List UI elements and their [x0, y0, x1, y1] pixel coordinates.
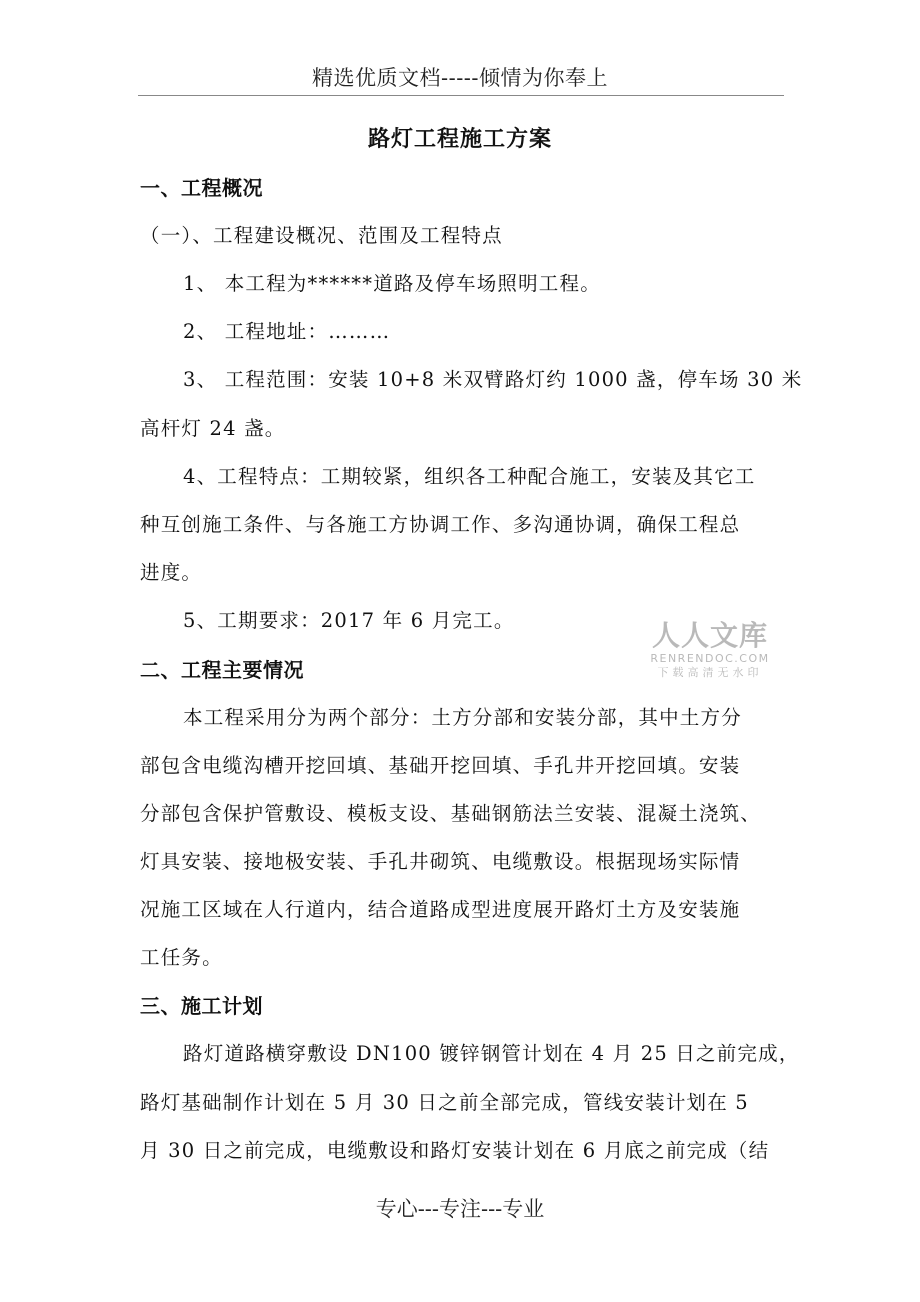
section-1-heading: 一、工程概况 — [140, 176, 263, 200]
section-2-line: 况施工区域在人行道内，结合道路成型进度展开路灯土方及安装施 — [140, 898, 741, 921]
watermark-domain: RENRENDOC.COM — [650, 652, 770, 665]
header-divider — [138, 95, 784, 96]
section-3-line: 路灯道路横穿敷设 DN100 镀锌钢管计划在 4 月 25 日之前完成， — [183, 1042, 800, 1065]
watermark-brand: 人人文库 — [651, 619, 768, 652]
page-header-text: 精选优质文档-----倾情为你奉上 — [312, 66, 608, 90]
watermark-tagline: 下载高清无水印 — [657, 666, 763, 679]
section-3-line: 路灯基础制作计划在 5 月 30 日之前全部完成，管线安装计划在 5 — [140, 1091, 749, 1114]
section-2-line: 本工程采用分为两个部分：土方分部和安装分部，其中土方分 — [183, 706, 742, 729]
item-4-line-3: 进度。 — [140, 561, 203, 584]
item-3-line-1: 3、 工程范围：安装 10+8 米双臂路灯约 1000 盏，停车场 30 米 — [183, 368, 803, 391]
page-footer-text: 专心---专注---专业 — [375, 1197, 545, 1221]
section-2-line: 部包含电缆沟槽开挖回填、基础开挖回填、手孔井开挖回填。安装 — [140, 754, 741, 777]
watermark — [640, 620, 780, 680]
item-5: 5、工期要求：2017 年 6 月完工。 — [183, 609, 515, 632]
section-2-line: 灯具安装、接地极安装、手孔井砌筑、电缆敷设。根据现场实际情 — [140, 850, 741, 873]
section-3-line: 月 30 日之前完成，电缆敷设和路灯安装计划在 6 月底之前完成（结 — [140, 1139, 770, 1162]
item-1: 1、 本工程为******道路及停车场照明工程。 — [183, 272, 601, 295]
section-1-subheading: （一）、工程建设概况、范围及工程特点 — [140, 224, 503, 247]
item-3-line-2: 高杆灯 24 盏。 — [140, 417, 286, 440]
document-title: 路灯工程施工方案 — [367, 126, 552, 152]
section-2-line: 工任务。 — [140, 946, 223, 969]
item-4-line-1: 4、工程特点：工期较紧，组织各工种配合施工，安装及其它工 — [183, 465, 756, 488]
item-4-line-2: 种互创施工条件、与各施工方协调工作、多沟通协调，确保工程总 — [140, 513, 741, 536]
item-2: 2、 工程地址：……… — [183, 320, 391, 343]
section-2-heading: 二、工程主要情况 — [140, 658, 304, 682]
section-3-heading: 三、施工计划 — [140, 994, 263, 1018]
section-2-line: 分部包含保护管敷设、模板支设、基础钢筋法兰安装、混凝土浇筑、 — [140, 802, 762, 825]
